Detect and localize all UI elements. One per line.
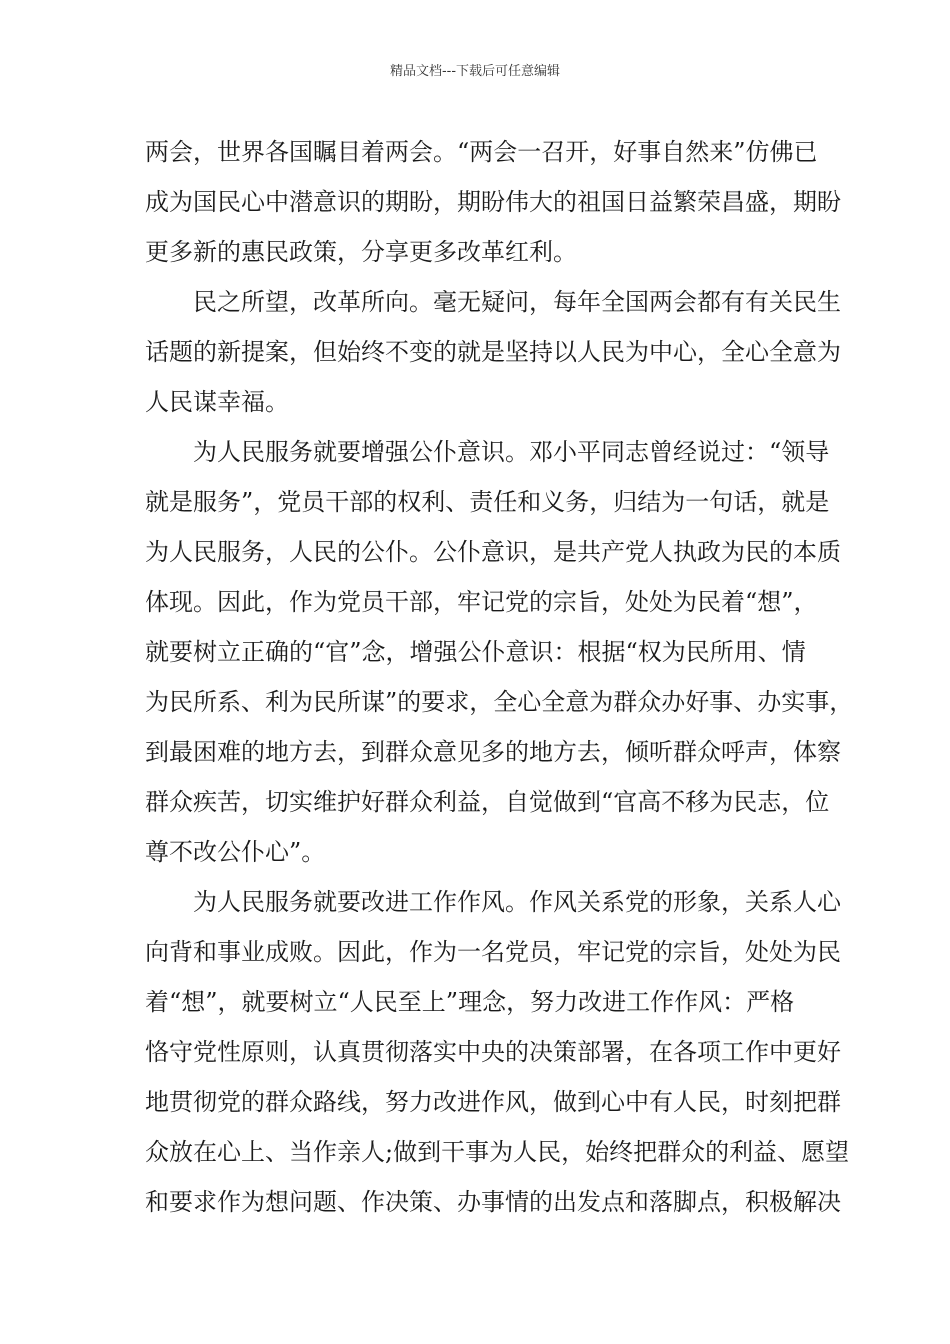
text-line: 两会，世界各国瞩目着两会。“两会一召开，好事自然来”仿佛已 (145, 138, 818, 166)
page-header: 精品文档---下载后可任意编辑 (389, 64, 561, 79)
paragraph-4 (145, 877, 850, 1227)
paragraph-2 (145, 277, 841, 427)
text-line: 体现。因此，作为党员干部，牢记党的宗旨，处处为民着“想”， (145, 588, 818, 616)
text-line: 尊不改公仆心”。 (145, 838, 326, 866)
text-line: 就是服务”，党员干部的权利、责任和义务，归结为一句话，就是 (145, 488, 830, 516)
text-line: 向背和事业成败。因此，作为一名党员，牢记党的宗旨，处处为民 (145, 938, 841, 966)
text-line: 为人民服务就要改进工作作风。作风关系党的形象，关系人心 (193, 888, 841, 916)
text-line: 人民谋幸福。 (145, 388, 289, 416)
text-line: 就要树立正确的“官”念，增强公仆意识：根据“权为民所用、情 (145, 638, 806, 666)
paragraph-3 (145, 427, 854, 877)
text-line: 众放在心上、当作亲人;做到干事为人民，始终把群众的利益、愿望 (145, 1138, 850, 1166)
text-line: 为民所系、利为民所谋”的要求，全心全意为群众办好事、办实事， (145, 688, 854, 716)
text-line: 民之所望，改革所向。毫无疑问，每年全国两会都有有关民生 (193, 288, 841, 316)
text-line: 成为国民心中潜意识的期盼，期盼伟大的祖国日益繁荣昌盛，期盼 (145, 188, 841, 216)
text-line: 着“想”，就要树立“人民至上”理念，努力改进工作作风：严格 (145, 988, 795, 1016)
paragraph-1 (145, 127, 841, 277)
text-line: 恪守党性原则，认真贯彻落实中央的决策部署，在各项工作中更好 (145, 1038, 841, 1066)
text-line: 到最困难的地方去，到群众意见多的地方去，倾听群众呼声，体察 (145, 738, 841, 766)
text-line: 话题的新提案，但始终不变的就是坚持以人民为中心，全心全意为 (145, 338, 841, 366)
text-line: 为人民服务，人民的公仆。公仆意识，是共产党人执政为民的本质 (145, 538, 841, 566)
text-line: 地贯彻党的群众路线，努力改进作风，做到心中有人民，时刻把群 (145, 1088, 841, 1116)
text-line: 为人民服务就要增强公仆意识。邓小平同志曾经说过：“领导 (193, 438, 830, 466)
document-body (145, 127, 854, 1227)
text-line: 和要求作为想问题、作决策、办事情的出发点和落脚点，积极解决 (145, 1188, 841, 1216)
text-line: 群众疾苦，切实维护好群众利益，自觉做到“官高不移为民志，位 (145, 788, 830, 816)
text-line: 更多新的惠民政策，分享更多改革红利。 (145, 238, 577, 266)
